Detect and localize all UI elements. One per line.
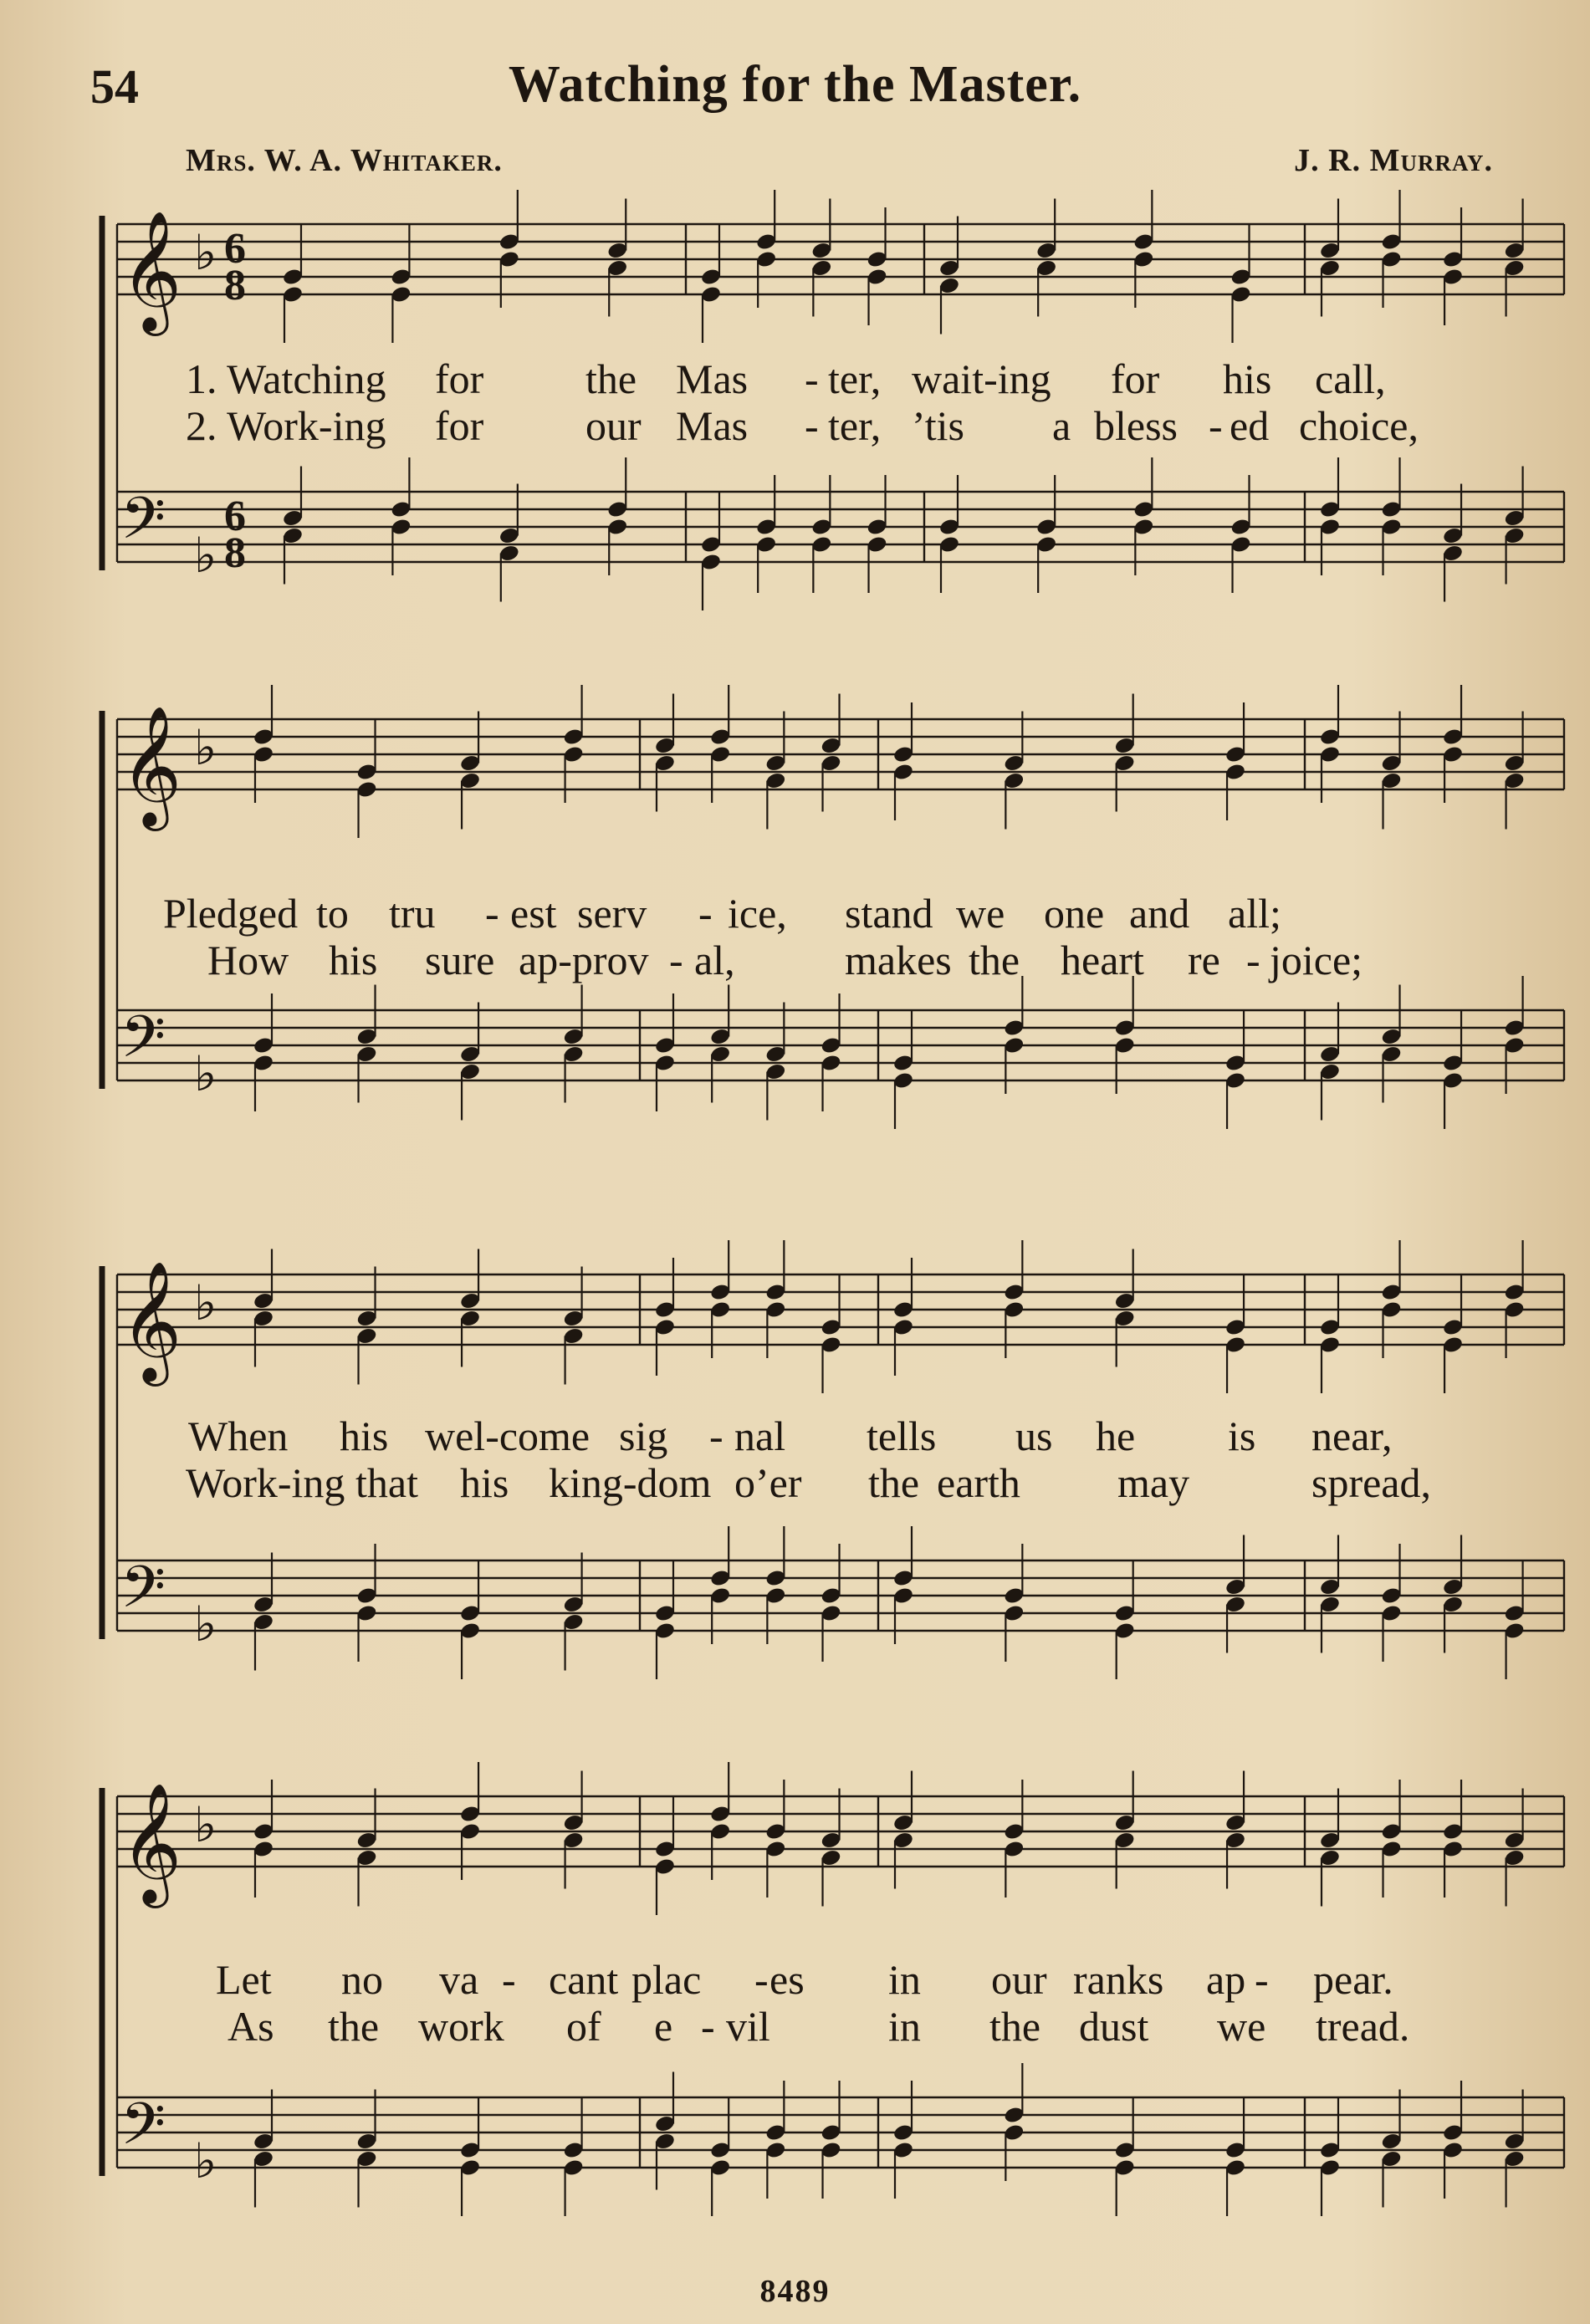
lyric-syllable: - — [502, 1956, 516, 2003]
lyric-syllable: a — [1052, 402, 1071, 449]
lyric-syllable: stand — [845, 890, 933, 937]
lyric-syllable: king-dom — [549, 1459, 712, 1506]
lyric-syllable: es — [769, 1956, 805, 2003]
flat-key-signature-icon: ♭ — [194, 527, 217, 584]
lyric-syllable: When — [188, 1412, 289, 1459]
lyric-syllable: joice; — [1270, 937, 1363, 983]
lyric-syllable: in — [888, 2003, 921, 2050]
bass-clef-icon: 𝄢 — [120, 1003, 166, 1085]
time-signature-numerator: 6 — [224, 493, 246, 540]
lyric-syllable: all; — [1228, 890, 1281, 937]
lyric-syllable: - — [485, 890, 499, 937]
lyric-syllable: choice, — [1299, 402, 1419, 449]
bass-clef-icon: 𝄢 — [120, 1553, 166, 1635]
lyric-syllable: - — [701, 2003, 715, 2050]
composer-credit: J. R. Murray. — [1294, 143, 1493, 178]
lyric-syllable: work — [418, 2003, 504, 2050]
lyric-syllable: near, — [1311, 1412, 1393, 1459]
lyric-syllable: nal — [734, 1412, 786, 1459]
lyric-syllable: va — [439, 1956, 479, 2003]
lyric-syllable: ranks — [1073, 1956, 1164, 2003]
lyricist-credit: Mrs. W. A. Whitaker. — [186, 143, 503, 178]
lyric-syllable: we — [956, 890, 1005, 937]
lyric-syllable: dust — [1079, 2003, 1149, 2050]
lyric-syllable: - — [805, 402, 819, 449]
lyric-syllable: ap-prov — [519, 937, 649, 983]
lyric-syllable: in — [888, 1956, 921, 2003]
lyric-syllable: the — [969, 937, 1020, 983]
lyric-syllable: is — [1228, 1412, 1256, 1459]
lyric-syllable: 1. Watching — [186, 355, 386, 402]
lyric-syllable: his — [329, 937, 378, 983]
treble-clef-icon: 𝄞 — [120, 706, 182, 826]
lyric-syllable: How — [207, 937, 289, 983]
lyric-syllable: - — [1255, 1956, 1269, 2003]
lyric-syllable: - — [669, 937, 683, 983]
lyric-syllable: to — [316, 890, 349, 937]
lyric-syllable: cant — [549, 1956, 619, 2003]
lyric-syllable: o’er — [734, 1459, 802, 1506]
lyric-syllable: plac — [631, 1956, 702, 2003]
lyric-syllable: our — [585, 402, 642, 449]
lyric-syllable: may — [1117, 1459, 1190, 1506]
lyric-syllable: As — [228, 2003, 274, 2050]
song-title: Watching for the Master. — [508, 56, 1082, 113]
lyric-syllable: ed — [1230, 402, 1270, 449]
lyric-syllable: heart — [1061, 937, 1144, 983]
lyric-syllable: Mas — [676, 402, 749, 449]
lyric-syllable: Pledged — [163, 890, 299, 937]
lyric-syllable: al, — [694, 937, 735, 983]
lyric-syllable: and — [1129, 890, 1190, 937]
lyric-syllable: for — [1111, 355, 1160, 402]
flat-key-signature-icon: ♭ — [194, 1045, 217, 1102]
lyric-syllable: sure — [425, 937, 495, 983]
lyric-syllable: the — [868, 1459, 920, 1506]
lyric-syllable: Mas — [676, 355, 749, 402]
lyric-syllable: ap — [1206, 1956, 1246, 2003]
lyric-syllable: for — [435, 355, 484, 402]
lyric-syllable: ’tis — [912, 402, 964, 449]
lyric-syllable: e — [654, 2003, 673, 2050]
lyric-syllable: tru — [389, 890, 436, 937]
flat-key-signature-icon: ♭ — [194, 719, 217, 776]
lyric-syllable: we — [1217, 2003, 1266, 2050]
lyric-syllable: of — [566, 2003, 601, 2050]
time-signature-numerator: 6 — [224, 225, 246, 273]
flat-key-signature-icon: ♭ — [194, 1596, 217, 1652]
treble-clef-icon: 𝄞 — [120, 1783, 182, 1903]
bass-clef-icon: 𝄢 — [120, 484, 166, 566]
lyric-syllable: for — [435, 402, 484, 449]
time-signature-denominator: 8 — [224, 262, 246, 309]
lyric-syllable: ice, — [728, 890, 787, 937]
lyric-syllable: pear. — [1313, 1956, 1393, 2003]
lyric-syllable: est — [510, 890, 557, 937]
lyric-syllable: call, — [1315, 355, 1386, 402]
lyric-syllable: re — [1188, 937, 1220, 983]
lyric-syllable: tells — [867, 1412, 937, 1459]
lyric-syllable: that — [355, 1459, 418, 1506]
lyric-syllable: - — [698, 890, 713, 937]
lyric-syllable: tread. — [1316, 2003, 1410, 2050]
lyric-syllable: wel-come — [425, 1412, 590, 1459]
lyric-syllable: us — [1015, 1412, 1053, 1459]
lyric-syllable: ter, — [828, 355, 882, 402]
treble-clef-icon: 𝄞 — [120, 1261, 182, 1382]
lyric-syllable: makes — [845, 937, 952, 983]
lyric-syllable: wait-ing — [912, 355, 1051, 402]
lyric-syllable: earth — [937, 1459, 1020, 1506]
flat-key-signature-icon: ♭ — [194, 2132, 217, 2189]
treble-clef-icon: 𝄞 — [120, 211, 182, 331]
flat-key-signature-icon: ♭ — [194, 224, 217, 281]
lyric-syllable: ter, — [828, 402, 882, 449]
lyric-syllable: - — [805, 355, 819, 402]
lyric-syllable: serv — [577, 890, 647, 937]
lyric-syllable: Let — [216, 1956, 272, 2003]
lyric-syllable: Work-ing — [186, 1459, 345, 1506]
bass-clef-icon: 𝄢 — [120, 2090, 166, 2172]
lyric-syllable: - — [754, 1956, 769, 2003]
lyric-syllable: sig — [619, 1412, 668, 1459]
lyric-syllable: the — [328, 2003, 380, 2050]
lyric-syllable: his — [1223, 355, 1272, 402]
lyric-syllable: vil — [726, 2003, 770, 2050]
lyric-syllable: his — [340, 1412, 389, 1459]
lyric-syllable: the — [989, 2003, 1041, 2050]
lyric-syllable: no — [341, 1956, 383, 2003]
lyric-syllable: 2. Work-ing — [186, 402, 386, 449]
lyric-syllable: our — [991, 1956, 1047, 2003]
flat-key-signature-icon: ♭ — [194, 1796, 217, 1853]
lyric-syllable: the — [585, 355, 637, 402]
lyric-syllable: - — [1209, 402, 1223, 449]
lyric-syllable: bless — [1094, 402, 1178, 449]
lyric-syllable: - — [709, 1412, 723, 1459]
plate-number: 8489 — [759, 2274, 831, 2309]
lyric-syllable: his — [460, 1459, 509, 1506]
lyric-syllable: spread, — [1311, 1459, 1431, 1506]
time-signature-denominator: 8 — [224, 529, 246, 577]
page-number: 54 — [90, 59, 139, 114]
lyric-syllable: one — [1044, 890, 1105, 937]
lyric-syllable: - — [1246, 937, 1260, 983]
lyric-syllable: he — [1096, 1412, 1136, 1459]
flat-key-signature-icon: ♭ — [194, 1274, 217, 1331]
